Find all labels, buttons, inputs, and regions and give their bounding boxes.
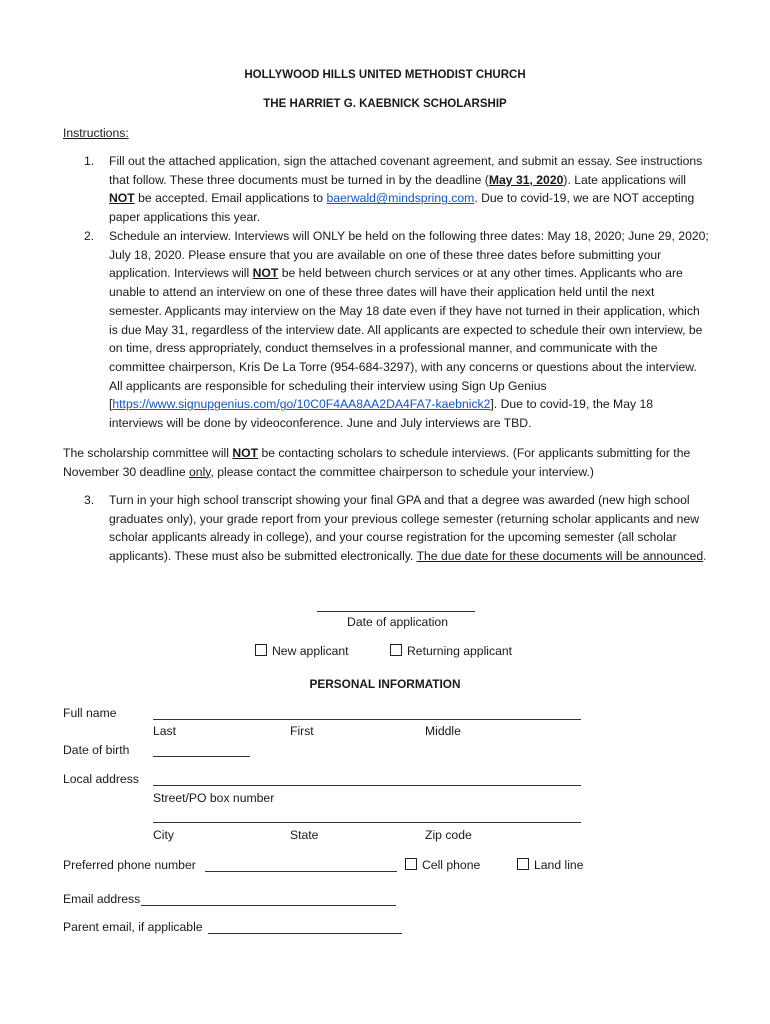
land-line-option[interactable]: Land line <box>517 856 583 875</box>
scholarship-title: THE HARRIET G. KAEBNICK SCHOLARSHIP <box>263 98 507 110</box>
cell-phone-option[interactable]: Cell phone <box>405 856 480 875</box>
committee-note: The scholarship committee will NOT be contacting scholars to schedule interviews. (For applicants submitting for the November 30 deadline only, please contact the committee chairperson to schedule your interview.) <box>63 446 691 479</box>
street-field[interactable] <box>153 773 581 786</box>
phone-label: Preferred phone number <box>63 858 196 872</box>
item-number: 2. <box>84 229 95 243</box>
date-of-application-label: Date of application <box>347 615 448 629</box>
due-date-note: The due date for these documents will be announced <box>416 549 704 564</box>
full-name-field[interactable] <box>153 707 581 720</box>
full-name-label: Full name <box>63 706 117 720</box>
church-name: HOLLYWOOD HILLS UNITED METHODIST CHURCH <box>244 69 526 81</box>
instruction-item-2 <box>84 227 710 433</box>
cell-phone-checkbox[interactable] <box>405 858 417 870</box>
item-text: Schedule an interview. Interviews will ONLY be held on the following three dates: May 18, 2020; June 29, 2020; July 18, 2020. Please ensure that you are available on one of these three dates before submitting your application. Interviews will NOT be held between church services or at any other times. Applicants who are unable to attend an interview on one of these three dates will have their application held until the next semester. Applicants may interview on the May 18 date even if they have not turned in their application, which is due May 31, regardless of the interview date. All applicants are expected to schedule their own interview, be on time, dress appropriately, conduct themselves in a professional manner, and communicate with the committee chairperson, Kris De La Torre (954-684-3297), with any concerns or questions about the interview. All applicants are responsible for scheduling their interview using Sign Up Genius [https://www.signupgenius.com/go/10C0F4AA8AA2DA4FA7-kaebnick2]. Due to covid-19, the May 18 interviews will be done by videoconference. June and July interviews are TBD. <box>109 229 709 431</box>
instruction-item-1 <box>84 152 710 227</box>
instruction-item-3 <box>84 491 710 566</box>
state-label: State <box>290 828 319 842</box>
not-emphasis: NOT <box>232 446 259 460</box>
city-label: City <box>153 828 174 842</box>
personal-information-heading: PERSONAL INFORMATION <box>309 677 461 691</box>
item-text: Turn in your high school transcript showing your final GPA and that a degree was awarded (new high school graduates only), your grade report from your previous college semester (returning scholar applicants and new scholar applicants already in college), and your course registration for the upcoming semester (all scholar applicants). These must also be submitted electronically. The due date for these documents will be announced. <box>109 493 707 564</box>
signup-genius-link[interactable]: https://www.signupgenius.com/go/10C0F4AA8AA2DA4FA7-kaebnick2 <box>112 397 491 412</box>
email-link[interactable]: baerwald@mindspring.com <box>326 191 475 206</box>
date-of-application-field[interactable] <box>317 599 475 612</box>
middle-name-label: Middle <box>425 724 461 738</box>
parent-email-label: Parent email, if applicable <box>63 920 203 934</box>
phone-field[interactable] <box>205 859 397 872</box>
local-address-label: Local address <box>63 772 139 786</box>
street-label: Street/PO box number <box>153 791 275 805</box>
date-of-birth-label: Date of birth <box>63 743 130 757</box>
first-name-label: First <box>290 724 314 738</box>
new-applicant-option[interactable]: New applicant <box>255 642 349 661</box>
not-emphasis: NOT <box>109 191 135 206</box>
new-applicant-checkbox[interactable] <box>255 644 267 656</box>
email-label: Email address <box>63 892 141 906</box>
zip-code-label: Zip code <box>425 828 472 842</box>
only-emphasis: only <box>189 464 211 479</box>
email-field[interactable] <box>141 893 396 906</box>
date-of-birth-field[interactable] <box>153 744 250 757</box>
last-name-label: Last <box>153 724 177 738</box>
land-line-checkbox[interactable] <box>517 858 529 870</box>
returning-applicant-option[interactable]: Returning applicant <box>390 642 512 661</box>
instructions-heading: Instructions: <box>63 126 129 140</box>
not-emphasis: NOT <box>252 266 279 281</box>
item-number: 3. <box>84 493 95 507</box>
returning-applicant-checkbox[interactable] <box>390 644 402 656</box>
item-number: 1. <box>84 154 95 168</box>
parent-email-field[interactable] <box>208 921 402 934</box>
deadline-date: May 31, 2020 <box>488 172 564 187</box>
city-state-zip-field[interactable] <box>153 810 581 823</box>
item-text: Fill out the attached application, sign the attached covenant agreement, and submit an essay. See instructions that follow. These three documents must be turned in by the deadline (May 31, 2020). Late applications will NOT be accepted. Email applications to baerwald@mindspring.com. Due to covid-19, we are NOT accepting paper applications this year. <box>109 154 703 225</box>
